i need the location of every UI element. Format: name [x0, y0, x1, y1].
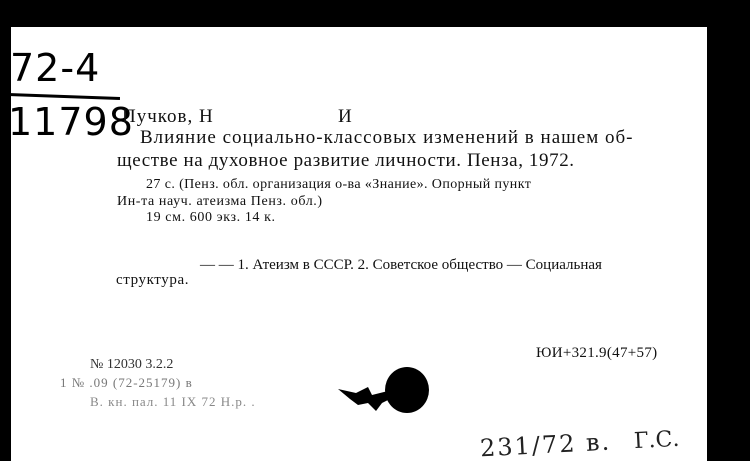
- subjects-line2: структура.: [116, 272, 190, 288]
- handwritten-note-right: Г.С.: [633, 426, 681, 455]
- ink-blot: [385, 367, 429, 413]
- classification-index: ЮИ+321.9(47+57): [536, 345, 658, 361]
- imprint-line2: Ин-та науч. атеизма Пенз. обл.): [117, 194, 323, 209]
- scan-border-right: [707, 0, 750, 461]
- registry-line2: 1 № .09 (72-25179) в: [60, 375, 193, 390]
- imprint-line3: 19 см. 600 экз. 14 к.: [146, 210, 276, 225]
- author-name: Пучков, Н: [122, 106, 214, 127]
- scan-border-top: [0, 0, 750, 27]
- subjects-line1: — — 1. Атеизм в СССР. 2. Советское общество — Социальная: [200, 257, 602, 273]
- call-number-line2: 11798: [8, 100, 134, 144]
- registry-line3: В. кн. пал. 11 IX 72 Н.р. .: [90, 394, 256, 409]
- title-line2: ществе на духовное развитие личности. Пенза, 1972.: [117, 150, 575, 171]
- registry-line1: № 12030 3.2.2: [90, 357, 174, 372]
- call-number-line1: 72-4: [10, 46, 101, 90]
- title-line1: Влияние социально-классовых изменений в нашем об-: [140, 127, 634, 148]
- author-initial: И: [338, 106, 352, 127]
- imprint-line1: 27 с. (Пенз. обл. организация о-ва «Знание». Опорный пункт: [146, 177, 532, 192]
- handwritten-note-left: 231/72 в.: [479, 427, 612, 462]
